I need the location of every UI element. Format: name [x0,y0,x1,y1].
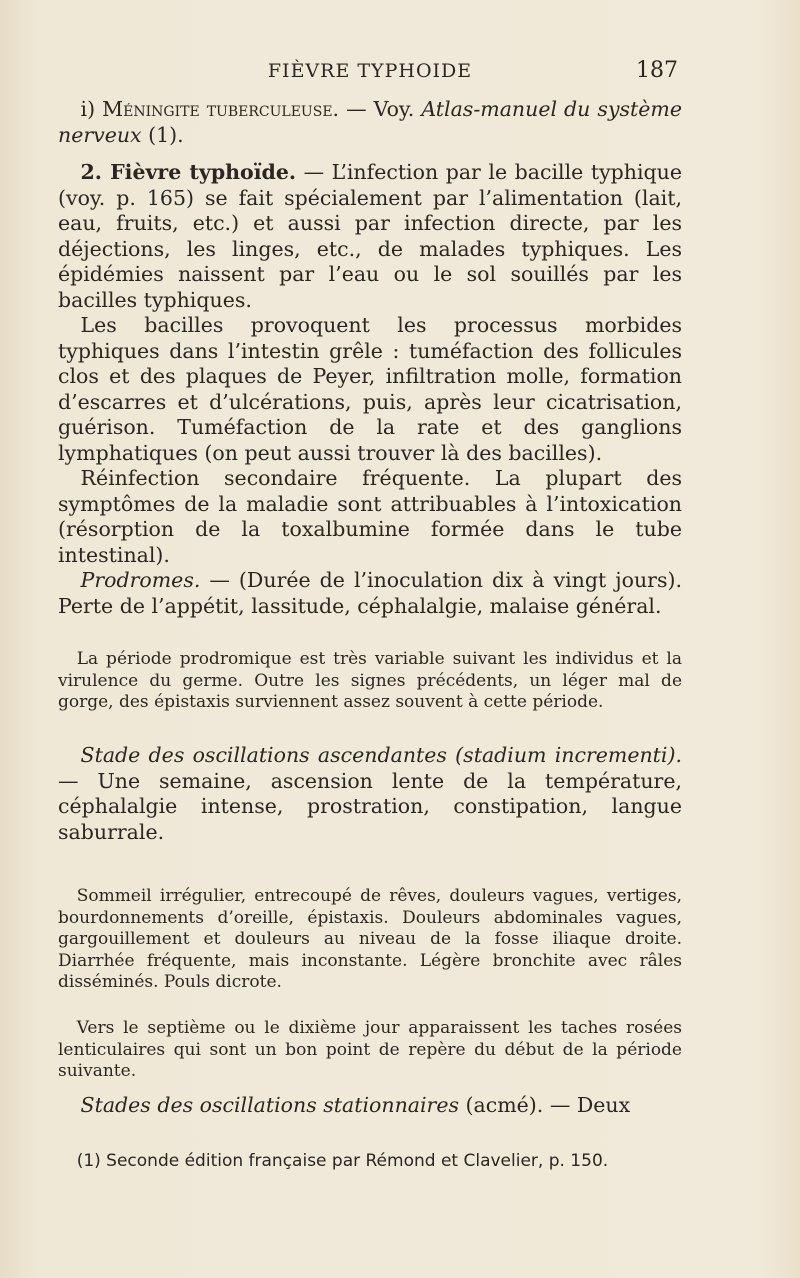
footnote [58,1150,682,1172]
paragraph-bacilles: Les bacilles provoquent les processus morbides typhiques dans l’intestin grêle : tuméfaction des follicules clos et des plaques de Peyer, infiltration molle, formation d’escarres et d’ulcérations, puis, après leur cicatrisation, guérison. Tuméfaction de la rate et des ganglions lymphatiques (on peut aussi trouver là des bacilles). [58,313,682,465]
paragraph-reinfection: Réinfection secondaire fréquente. La plupart des symptômes de la maladie sont attribuables à l’intoxication (résorption de la toxalbumine formée dans le tube intestinal). [58,466,682,567]
note-periode-prodromique-text: La période prodromique est très variable suivant les individus et la virulence du germe. Outre les signes précédents, un léger mal de gorge, des épistaxis surviennent assez souvent à cette période. [58,649,682,712]
entry-dash: — Voy. [339,97,422,121]
entry-reference: Atlas-manuel du système nerveux [58,97,682,147]
stade-stationnaire-text: (acmé). — Deux [459,1093,631,1117]
entry-term: Méningite tuberculeuse. [102,97,340,121]
section-heading: 2. Fièvre typhoïde. [80,160,297,184]
prodromes-text: — (Durée de l’inoculation dix à vingt jours). Perte de l’appétit, lassitude, céphalalgie, malaise général. [58,568,682,618]
footnote-text: (1) Seconde édition française par Rémond et Clavelier, p. 150. [76,1151,609,1171]
section-fievre-typhoide [58,160,682,619]
stade-ascendant-text: — Une semaine, ascension lente de la température, céphalalgie intense, prostration, constipation, langue saburrale. [58,768,682,844]
running-title: FIÈVRE TYPHOIDE [267,60,473,82]
stade-ascendant [58,743,682,845]
paragraph-infection-text: — L’infection par le bacille typhique (voy. p. 165) se fait spécialement par l’alimentation (lait, eau, fruits, etc.) et aussi par infection directe, par les déjections, les linges, etc., de malades typhiques. Les épidémies naissent par l’eau ou le sol souillés par les bacilles typhiques. [58,160,682,312]
stade-stationnaire [58,1093,682,1119]
page-number: 187 [636,58,678,83]
prodromes-label: Prodromes. [80,568,201,592]
note-taches-rosees [58,1001,682,1100]
note-periode-prodromique [58,632,682,731]
entry-label: i) [80,97,103,121]
entry-note: (1). [141,122,184,147]
stade-ascendant-label: Stade des oscillations ascendantes (stadium incrementi). [80,743,682,767]
note-taches-rosees-text: Vers le septième ou le dixième jour apparaissent les taches rosées lenticulaires qui sont un bon point de repère du début de la période suivante. [58,1018,682,1081]
note-symptomes-text: Sommeil irrégulier, entrecoupé de rêves, douleurs vagues, vertiges, bourdonnements d’oreille, épistaxis. Douleurs abdominales vagues, gargouillement et douleurs au niveau de la fosse iliaque droite. Diarrhée fréquente, mais inconstante. Légère bronchite avec râles disséminés. Pouls dicrote. [58,886,682,992]
paragraph-prodromes [58,568,682,619]
entry-meningite [58,97,682,148]
paragraph-infection [58,160,682,313]
page-header [60,58,680,88]
stade-stationnaire-label: Stades des oscillations stationnaires [80,1093,459,1117]
note-symptomes [58,869,682,1011]
